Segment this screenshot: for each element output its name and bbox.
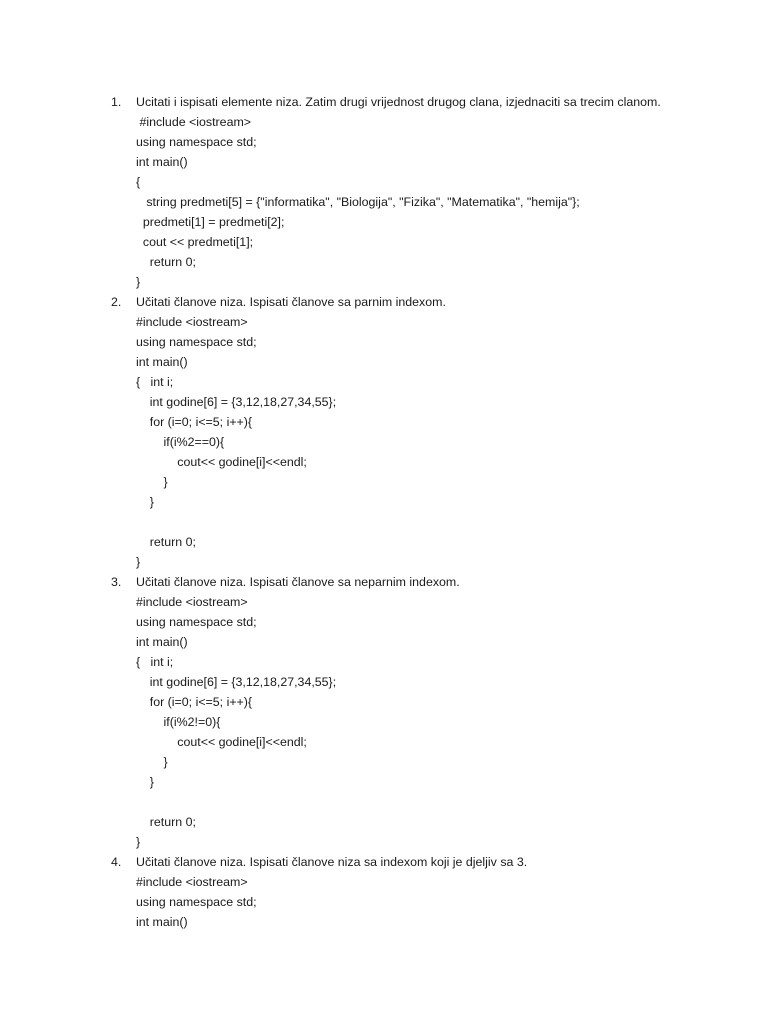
code-line [0, 832, 768, 852]
code-line-text: predmeti[1] = predmeti[2]; [136, 215, 285, 229]
code-line [0, 592, 768, 612]
code-line-text: #include <iostream> [136, 595, 248, 609]
code-line-text: } [136, 495, 154, 509]
numbered-list [0, 92, 768, 932]
list-item-number: 2. [111, 295, 122, 309]
code-line-text: } [136, 755, 168, 769]
code-line [0, 132, 768, 152]
code-line [0, 612, 768, 632]
code-line [0, 172, 768, 192]
code-line-text: { [136, 175, 141, 189]
code-line-text: int godine[6] = {3,12,18,27,34,55}; [136, 395, 337, 409]
code-line-text: using namespace std; [136, 895, 257, 909]
code-line-text: } [136, 775, 154, 789]
code-line [0, 212, 768, 232]
code-line-text: for (i=0; i<=5; i++){ [136, 695, 253, 709]
code-line [0, 372, 768, 392]
code-line-text: int main() [136, 355, 188, 369]
code-line [0, 532, 768, 552]
code-line-text: if(i%2==0){ [136, 435, 225, 449]
code-line [0, 392, 768, 412]
code-line [0, 452, 768, 472]
code-line-text: int godine[6] = {3,12,18,27,34,55}; [136, 675, 337, 689]
code-line [0, 152, 768, 172]
code-line-text: for (i=0; i<=5; i++){ [136, 415, 253, 429]
list-item-heading-text: Ucitati i ispisati elemente niza. Zatim drugi vrijednost drugog clana, izjednaciti sa trecim clanom. [136, 95, 661, 109]
code-line [0, 712, 768, 732]
code-line-text: using namespace std; [136, 335, 257, 349]
code-line-text: return 0; [136, 255, 196, 269]
code-line-text: using namespace std; [136, 135, 257, 149]
list-item-number: 1. [111, 95, 122, 109]
code-line-text: #include <iostream> [136, 315, 248, 329]
code-line-text: } [136, 475, 168, 489]
code-line-text: } [136, 555, 141, 569]
code-line-text: cout << predmeti[1]; [136, 235, 254, 249]
code-line [0, 812, 768, 832]
code-line-text: int main() [136, 155, 188, 169]
code-line-text: } [136, 835, 141, 849]
code-line [0, 632, 768, 652]
list-item-heading-text: Učitati članove niza. Ispisati članove sa neparnim indexom. [136, 575, 460, 589]
code-line-text: int main() [136, 915, 188, 929]
list-item-heading-text: Učitati članove niza. Ispisati članove niza sa indexom koji je djeljiv sa 3. [136, 855, 528, 869]
code-line [0, 892, 768, 912]
code-line [0, 552, 768, 572]
code-line [0, 752, 768, 772]
code-line [0, 692, 768, 712]
code-line-text: using namespace std; [136, 615, 257, 629]
list-item-heading [0, 292, 768, 312]
code-line [0, 652, 768, 672]
code-line [0, 732, 768, 752]
list-item-number: 4. [111, 855, 122, 869]
code-line [0, 252, 768, 272]
code-line-text: return 0; [136, 815, 196, 829]
list-item-heading [0, 572, 768, 592]
code-line [0, 332, 768, 352]
code-line [0, 792, 768, 812]
code-line-text: } [136, 275, 141, 289]
list-item-heading [0, 92, 768, 112]
list-item-heading [0, 852, 768, 872]
code-line [0, 472, 768, 492]
code-line [0, 352, 768, 372]
code-line [0, 112, 768, 132]
code-line [0, 912, 768, 932]
code-line-text: { int i; [136, 375, 174, 389]
code-line [0, 492, 768, 512]
code-line [0, 512, 768, 532]
code-line-text: return 0; [136, 535, 196, 549]
code-line [0, 412, 768, 432]
code-line [0, 672, 768, 692]
code-line-text: #include <iostream> [136, 875, 248, 889]
code-line [0, 772, 768, 792]
code-line-text: cout<< godine[i]<<endl; [136, 735, 307, 749]
list-item-heading-text: Učitati članove niza. Ispisati članove sa parnim indexom. [136, 295, 446, 309]
code-line [0, 232, 768, 252]
code-line [0, 312, 768, 332]
code-line-text: #include <iostream> [136, 115, 252, 129]
code-line [0, 272, 768, 292]
code-line [0, 432, 768, 452]
code-line-text: int main() [136, 635, 188, 649]
code-line [0, 872, 768, 892]
code-line-text: { int i; [136, 655, 174, 669]
list-item-number: 3. [111, 575, 122, 589]
code-line-text: cout<< godine[i]<<endl; [136, 455, 307, 469]
code-line [0, 192, 768, 212]
code-line-text: string predmeti[5] = {"informatika", "Biologija", "Fizika", "Matematika", "hemija"}; [136, 195, 580, 209]
code-line-text: if(i%2!=0){ [136, 715, 221, 729]
